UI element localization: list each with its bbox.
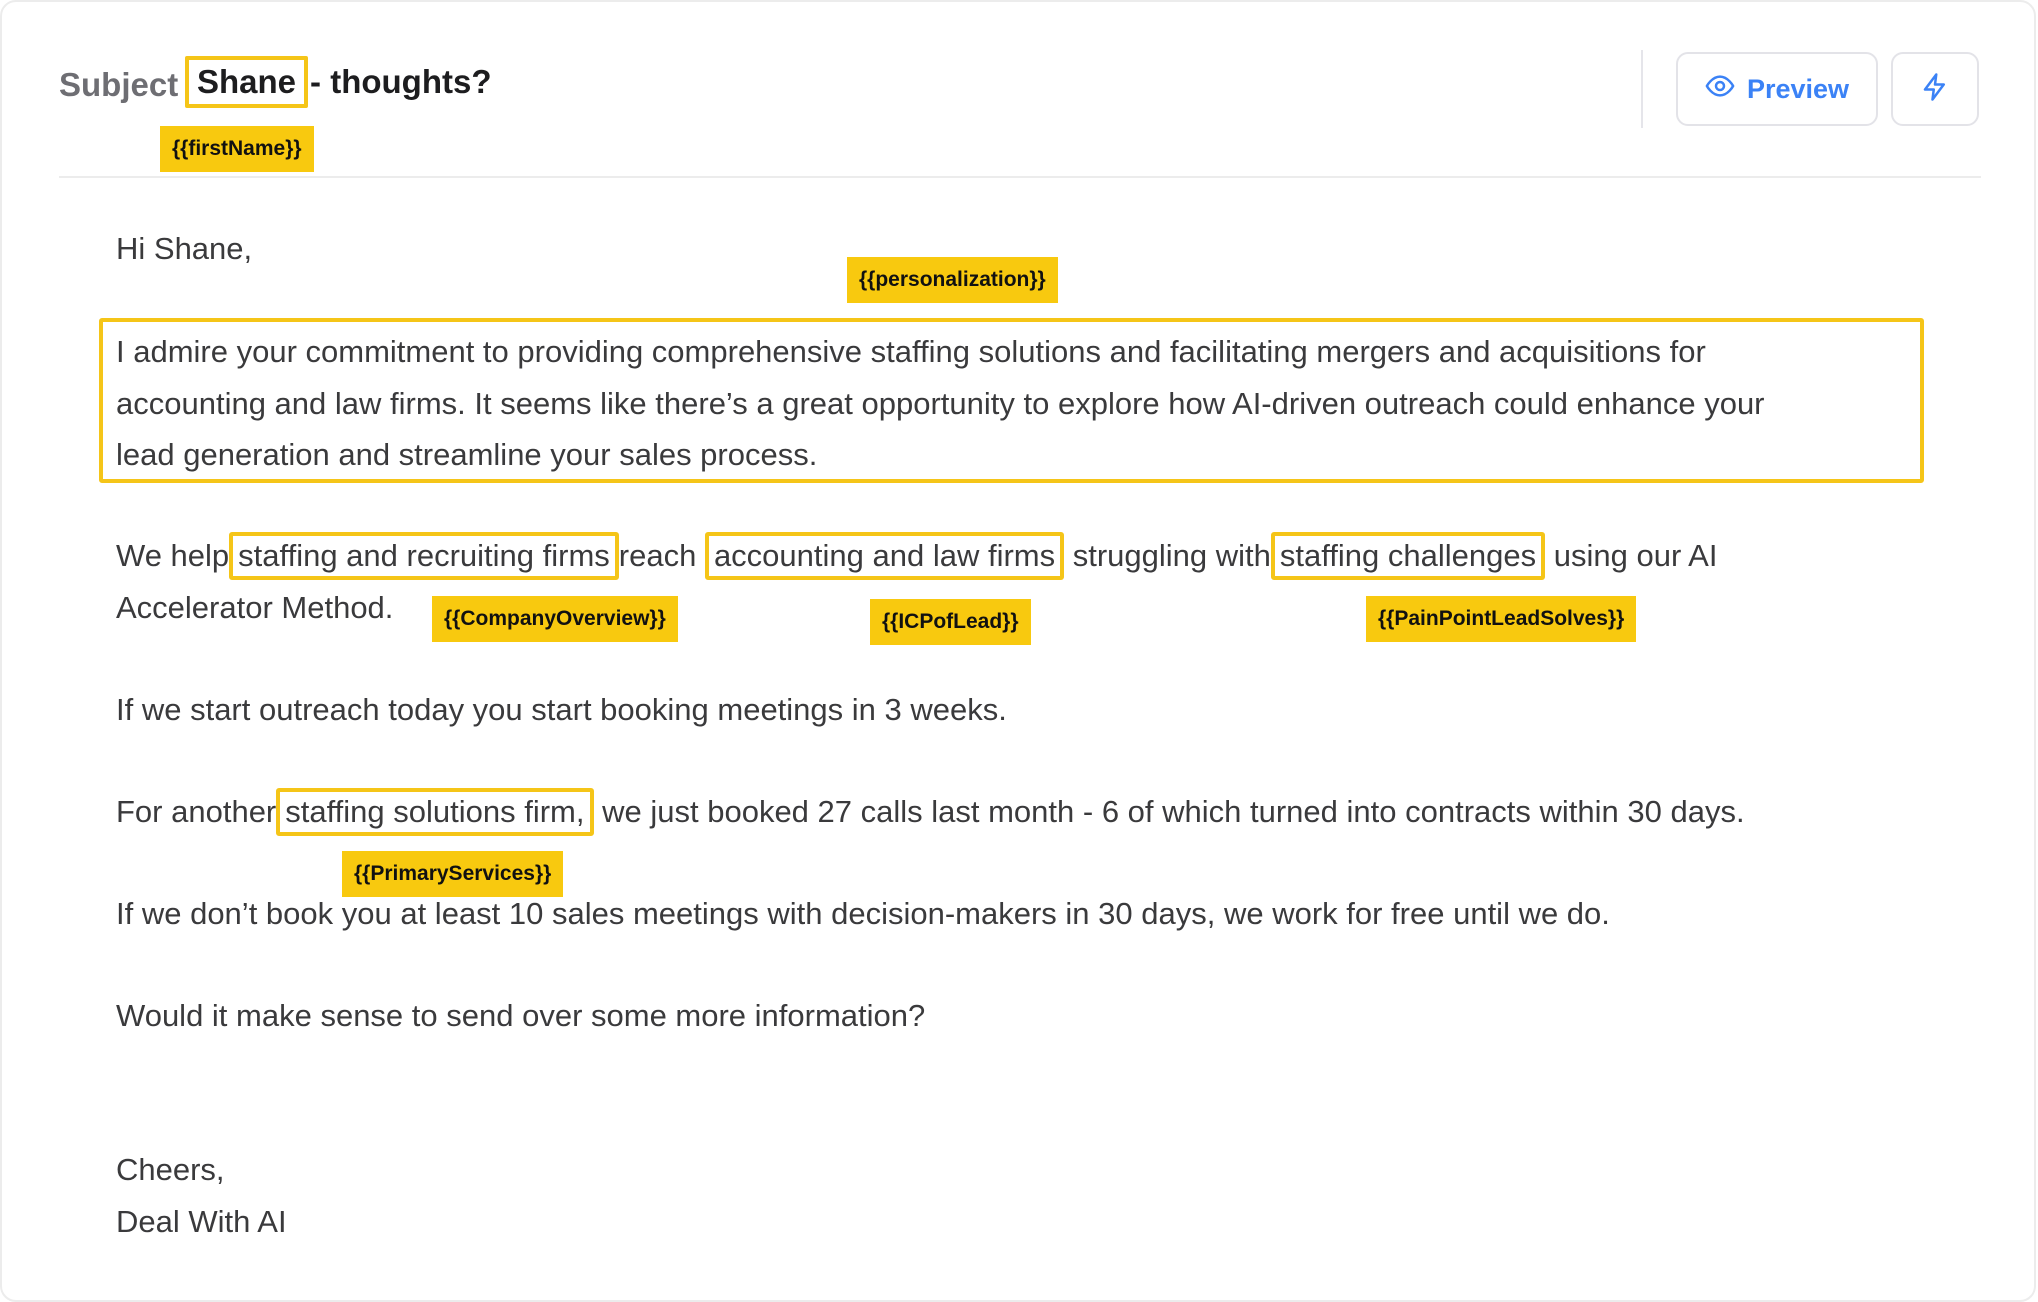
- subject-label: Subject: [59, 66, 179, 103]
- text-segment: using our AI: [1553, 538, 1718, 573]
- signature: Deal With AI: [116, 1204, 287, 1239]
- lightning-bolt-icon: [1920, 72, 1950, 107]
- header-divider: [1641, 50, 1643, 128]
- text-segment: For another: [116, 794, 277, 829]
- paragraph-guarantee: If we don’t book you at least 10 sales meetings with decision-makers in 30 days, we work for free until we do.: [116, 896, 1610, 931]
- paragraph-timeline: If we start outreach today you start booking meetings in 3 weeks.: [116, 692, 1007, 727]
- tag-primary-services: {{PrimaryServices}}: [342, 851, 563, 897]
- text-segment: we just booked 27 calls last month - 6 of which turned into contracts within 30 days.: [602, 794, 1745, 829]
- variable-company-overview[interactable]: staffing and recruiting firms: [229, 532, 619, 580]
- signoff: Cheers,: [116, 1152, 225, 1187]
- personalization-line-3: lead generation and streamline your sales process.: [116, 437, 818, 472]
- ai-assist-button[interactable]: [1891, 52, 1979, 126]
- header-rule: [59, 176, 1981, 178]
- variable-icp-of-lead[interactable]: accounting and law firms: [705, 532, 1064, 580]
- preview-button[interactable]: [1676, 52, 1878, 126]
- tag-firstname: {{firstName}}: [160, 126, 314, 172]
- variable-primary-services[interactable]: staffing solutions firm,: [276, 788, 593, 836]
- personalization-line-2: accounting and law firms. It seems like there’s a great opportunity to explore how AI-driven outreach could enhance your: [116, 386, 1765, 421]
- paragraph-value-prop: [116, 530, 1717, 582]
- email-greeting: Hi Shane,: [116, 231, 253, 266]
- tag-company-overview: {{CompanyOverview}}: [432, 596, 678, 642]
- personalization-line-1: I admire your commitment to providing comprehensive staffing solutions and facilitating mergers and acquisitions for: [116, 334, 1706, 369]
- tag-personalization: {{personalization}}: [847, 257, 1058, 303]
- paragraph-cta: Would it make sense to send over some more information?: [116, 998, 926, 1033]
- eye-icon: [1705, 71, 1735, 108]
- tag-icp-of-lead: {{ICPofLead}}: [870, 599, 1031, 645]
- paragraph-social-proof: [116, 786, 1745, 838]
- paragraph-value-prop-line-2: Accelerator Method.: [116, 590, 394, 625]
- text-segment: struggling with: [1072, 538, 1271, 573]
- preview-label: Preview: [1746, 73, 1850, 104]
- text-segment: We help: [116, 538, 230, 573]
- subject-text: - thoughts?: [310, 63, 492, 100]
- text-segment: reach: [618, 538, 697, 573]
- variable-pain-point[interactable]: staffing challenges: [1271, 532, 1545, 580]
- subject-variable-firstname[interactable]: Shane: [185, 56, 308, 108]
- subject-input[interactable]: [185, 56, 491, 108]
- subject-header: [59, 42, 1981, 178]
- tag-pain-point: {{PainPointLeadSolves}}: [1366, 596, 1636, 642]
